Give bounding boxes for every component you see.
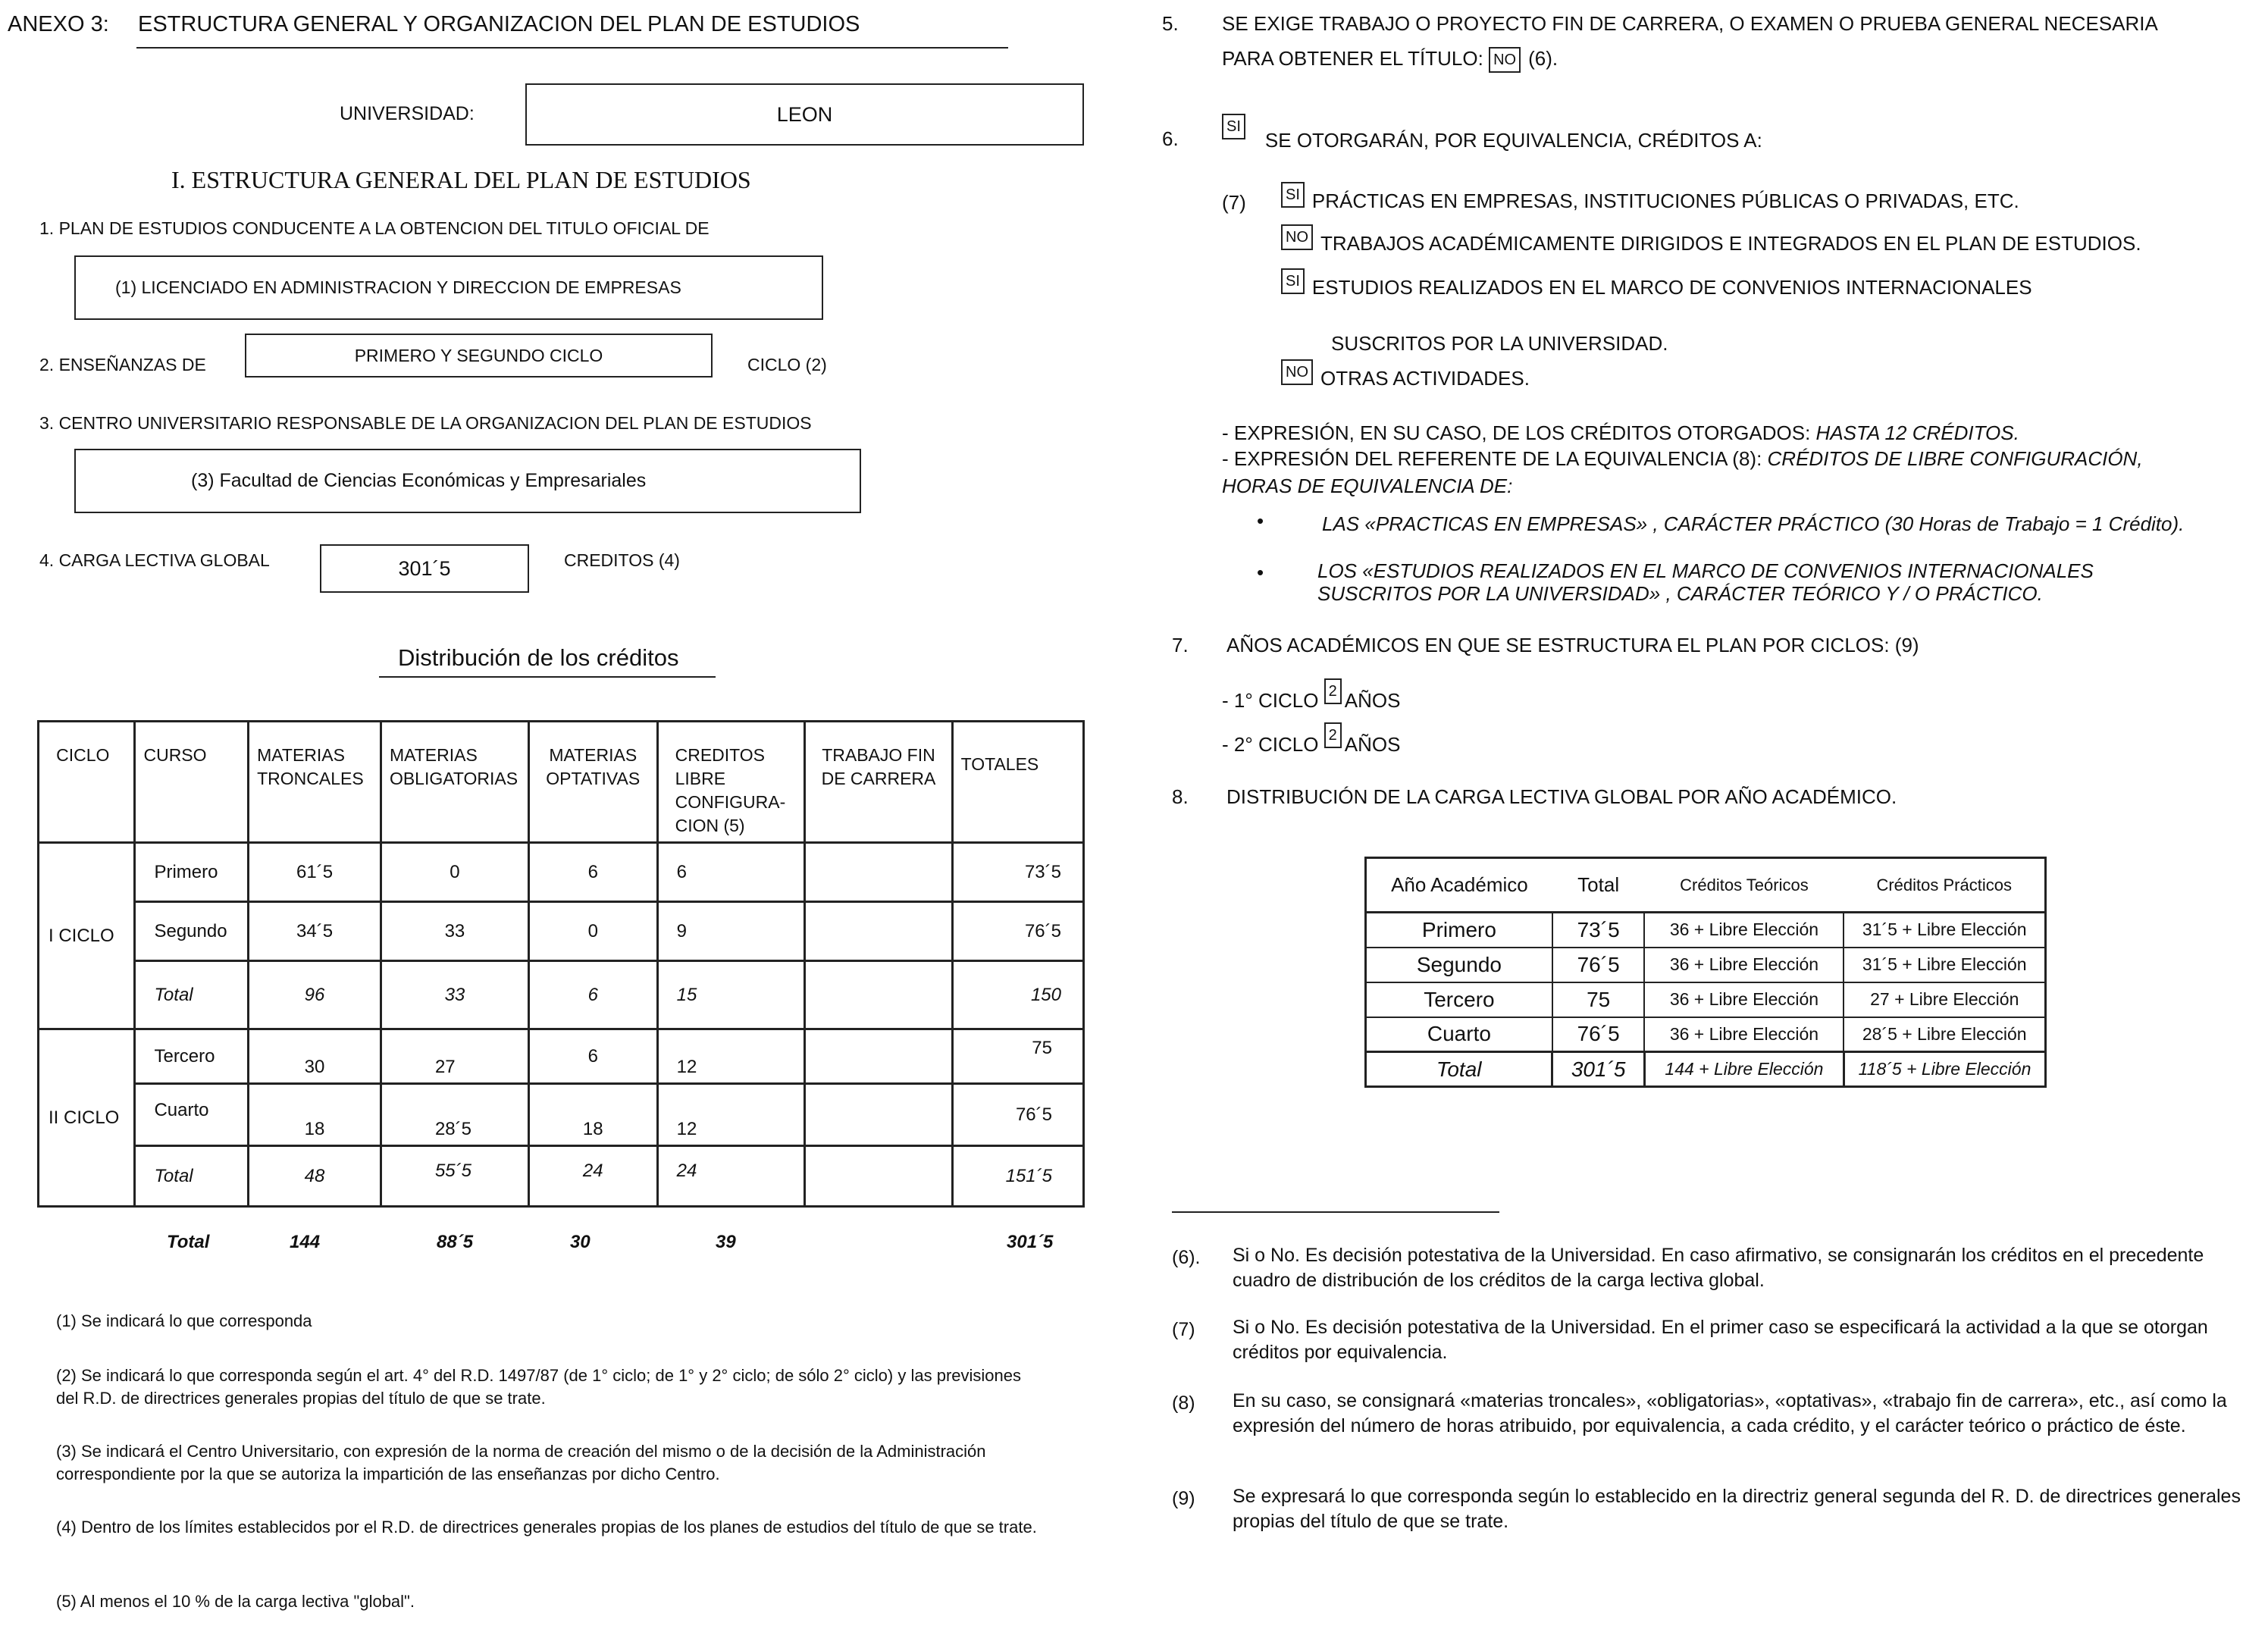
- equiv-item-3: [1281, 268, 2032, 299]
- grand-total-obligatorias: 88´5: [437, 1232, 474, 1252]
- cell: 33: [381, 902, 528, 961]
- equiv-cont: SUSCRITOS POR LA UNIVERSIDAD.: [1331, 332, 1668, 355]
- expresion1-value: HASTA 12 CRÉDITOS.: [1815, 421, 2019, 444]
- table-row: [39, 902, 1084, 961]
- col-header: Créditos Prácticos: [1876, 875, 2012, 894]
- item8-num: 8.: [1172, 785, 1189, 808]
- cell: 55´5: [381, 1146, 528, 1207]
- cell: Primero: [135, 843, 249, 902]
- distribucion-title: Distribución de los créditos: [398, 644, 679, 671]
- cell: 6: [528, 961, 657, 1029]
- cell: Cuarto: [1366, 1017, 1552, 1052]
- distribucion-underline: [379, 676, 716, 678]
- cell: 24: [528, 1146, 657, 1207]
- item6-checkbox: SI: [1222, 114, 1245, 139]
- col-header: Año Académico: [1391, 873, 1528, 896]
- cell: 24: [657, 1146, 805, 1207]
- item5-note: (6).: [1528, 47, 1558, 70]
- ciclo2-unit: AÑOS: [1344, 733, 1401, 756]
- cell: 36 + Libre Elección: [1644, 913, 1844, 948]
- ciclo1-anos: [1222, 678, 1401, 712]
- expresion1-label: - EXPRESIÓN, EN SU CASO, DE LOS CRÉDITOS OTORGADOS:: [1222, 421, 1811, 444]
- equiv-checkbox-1: SI: [1281, 182, 1305, 208]
- ciclo1-unit: AÑOS: [1344, 689, 1401, 712]
- item2-suffix: CICLO (2): [747, 355, 827, 374]
- cell: 36 + Libre Elección: [1644, 982, 1844, 1017]
- item2-label: 2. ENSEÑANZAS DE: [39, 355, 206, 374]
- grand-total-totales: 301´5: [1007, 1232, 1054, 1252]
- cell: [805, 1029, 952, 1084]
- footnote-3: (3) Se indicará el Centro Universitario, con expresión de la norma de creación del mismo o de la decisión de la Administración correspondiente por la que se autoriza la impartición de las enseñanzas por dicho Centro.: [56, 1442, 986, 1483]
- col-header: MATERIAS OBLIGATORIAS: [381, 722, 528, 843]
- cell: 48: [249, 1146, 381, 1207]
- expresion2-label: - EXPRESIÓN DEL REFERENTE DE LA EQUIVALENCIA (8):: [1222, 447, 1762, 470]
- table-row: [1366, 982, 2046, 1017]
- cell: 34´5: [249, 902, 381, 961]
- cell: 9: [657, 902, 805, 961]
- cell: Segundo: [135, 902, 249, 961]
- table-row: [1366, 913, 2046, 948]
- rfn-text-8: En su caso, se consignará «materias troncales», «obligatorias», «optativas», «trabajo fin de carrera», etc., así como la expresión del número de horas atribuido, por equivalencia, a cada crédito, y el carácter teórico o práctico de éste.: [1233, 1390, 2227, 1436]
- cell: [805, 902, 952, 961]
- title-underline: [136, 47, 1008, 49]
- cell: 27: [381, 1029, 528, 1084]
- item1-value: (1) LICENCIADO EN ADMINISTRACION Y DIRECCION DE EMPRESAS: [115, 277, 681, 297]
- expresion2-value2: HORAS DE EQUIVALENCIA DE:: [1222, 475, 1513, 497]
- item5-text1: SE EXIGE TRABAJO O PROYECTO FIN DE CARRERA, O EXAMEN O PRUEBA GENERAL NECESARIA: [1222, 12, 2158, 35]
- universidad-value: LEON: [776, 102, 833, 126]
- cell: 73´5: [1552, 913, 1645, 948]
- bullet-2: LOS «ESTUDIOS REALIZADOS EN EL MARCO DE CONVENIOS INTERNACIONALES: [1317, 559, 2094, 582]
- rfn-text-6: Si o No. Es decisión potestativa de la Universidad. En caso afirmativo, se consignarán los créditos en el precedente cuadro de distribución de los créditos de la carga lectiva global.: [1233, 1245, 2204, 1291]
- item5-num: 5.: [1162, 12, 1179, 35]
- footnote-1: (1) Se indicará lo que corresponda: [56, 1311, 312, 1330]
- table-row: [1366, 948, 2046, 982]
- cell: [805, 843, 952, 902]
- cell: Total: [1366, 1052, 1552, 1087]
- col-header: Total: [1577, 873, 1620, 896]
- grand-total-troncales: 144: [290, 1232, 321, 1252]
- cell: 30: [249, 1029, 381, 1084]
- footnote-2: (2) Se indicará lo que corresponda según el art. 4° del R.D. 1497/87 (de 1° ciclo; de 1° y 2° ciclo; de sólo 2° ciclo) y las previsiones del R.D. de directrices generales propias del título de que se trate.: [56, 1366, 1021, 1408]
- ciclo2-anos: [1222, 722, 1401, 756]
- equiv-text-1: PRÁCTICAS EN EMPRESAS, INSTITUCIONES PÚBLICAS O PRIVADAS, ETC.: [1311, 190, 2019, 212]
- bullet-1: LAS «PRACTICAS EN EMPRESAS» , CARÁCTER PRÁCTICO (30 Horas de Trabajo = 1 Crédito).: [1322, 512, 2185, 535]
- item6-num: 6.: [1162, 127, 1179, 150]
- grand-total-label: Total: [167, 1232, 210, 1252]
- rfn-num-6: (6).: [1172, 1247, 1201, 1268]
- cell: 36 + Libre Elección: [1644, 1017, 1844, 1052]
- cell: 15: [657, 961, 805, 1029]
- cell: 12: [657, 1029, 805, 1084]
- cell: 18: [249, 1084, 381, 1146]
- cell: 0: [528, 902, 657, 961]
- rfn-num-7: (7): [1172, 1319, 1195, 1340]
- ciclo-cell: I CICLO: [39, 843, 135, 1029]
- cell: 151´5: [952, 1146, 1083, 1207]
- item6-line: [1222, 114, 1762, 152]
- item7list-num: (7): [1222, 191, 1246, 214]
- cell: 6: [528, 843, 657, 902]
- cell: 75: [1552, 982, 1645, 1017]
- universidad-field: [525, 83, 1084, 146]
- expresion2-value: CRÉDITOS DE LIBRE CONFIGURACIÓN,: [1767, 447, 2143, 470]
- cell: 28´5 + Libre Elección: [1844, 1017, 2045, 1052]
- cell: 31´5 + Libre Elección: [1844, 948, 2045, 982]
- bullet-2-cont: SUSCRITOS POR LA UNIVERSIDAD» , CARÁCTER TEÓRICO Y / O PRÁCTICO.: [1317, 582, 2043, 605]
- item4-field: [320, 544, 529, 593]
- cell: 31´5 + Libre Elección: [1844, 913, 2045, 948]
- table-row: [39, 1029, 1084, 1084]
- item5-text2: [1222, 47, 1558, 73]
- equiv-text-2: TRABAJOS ACADÉMICAMENTE DIRIGIDOS E INTEGRADOS EN EL PLAN DE ESTUDIOS.: [1320, 232, 2141, 255]
- page-title: ESTRUCTURA GENERAL Y ORGANIZACION DEL PLAN DE ESTUDIOS: [138, 12, 860, 36]
- col-header: TOTALES: [952, 722, 1083, 843]
- col-header: MATERIAS OPTATIVAS: [528, 722, 657, 843]
- rfn-num-9: (9): [1172, 1488, 1195, 1509]
- table-row: [39, 1084, 1084, 1146]
- equiv-item-2: [1281, 224, 2141, 255]
- cell: 12: [657, 1084, 805, 1146]
- cell: [805, 1146, 952, 1207]
- expresion2: [1222, 447, 2143, 471]
- cell: 76´5: [952, 902, 1083, 961]
- cell: 144 + Libre Elección: [1644, 1052, 1844, 1087]
- col-header: Créditos Teóricos: [1680, 875, 1809, 894]
- table-row: [39, 961, 1084, 1029]
- cell: 18: [528, 1084, 657, 1146]
- cell: 0: [381, 843, 528, 902]
- item2-field: [245, 334, 713, 377]
- item3-label: 3. CENTRO UNIVERSITARIO RESPONSABLE DE LA ORGANIZACION DEL PLAN DE ESTUDIOS: [39, 413, 812, 433]
- universidad-label: UNIVERSIDAD:: [340, 103, 475, 124]
- footnote-5: (5) Al menos el 10 % de la carga lectiva "global".: [56, 1592, 415, 1611]
- cell: 75: [952, 1029, 1083, 1084]
- cell: Segundo: [1366, 948, 1552, 982]
- cell: 28´5: [381, 1084, 528, 1146]
- distribucion-table: [37, 720, 1085, 1208]
- cell: Total: [135, 961, 249, 1029]
- cell: 73´5: [952, 843, 1083, 902]
- equiv-item-1: [1281, 182, 2019, 212]
- cell: 118´5 + Libre Elección: [1844, 1052, 2045, 1087]
- col-header: CICLO: [39, 722, 135, 843]
- ciclo2-label: - 2° CICLO: [1222, 733, 1319, 756]
- cell: 76´5: [952, 1084, 1083, 1146]
- cell: 301´5: [1552, 1052, 1645, 1087]
- cell: Tercero: [135, 1029, 249, 1084]
- cell: 76´5: [1552, 1017, 1645, 1052]
- equiv-checkbox-3: SI: [1281, 268, 1305, 294]
- item7-num: 7.: [1172, 634, 1189, 656]
- cell: 96: [249, 961, 381, 1029]
- table-row: [39, 1146, 1084, 1207]
- item4-value: 301´5: [398, 556, 451, 580]
- table-row: [1366, 1052, 2046, 1087]
- equiv-checkbox-4: NO: [1281, 359, 1313, 385]
- cell: Primero: [1366, 913, 1552, 948]
- item1-field: [74, 255, 823, 320]
- cell: 6: [657, 843, 805, 902]
- equiv-text-4: OTRAS ACTIVIDADES.: [1320, 367, 1530, 390]
- cell: 27 + Libre Elección: [1844, 982, 2045, 1017]
- cell: 61´5: [249, 843, 381, 902]
- table-row: [39, 843, 1084, 902]
- expresion1: [1222, 421, 2019, 445]
- item3-field: [74, 449, 861, 513]
- cell: 150: [952, 961, 1083, 1029]
- grand-total-optativas: 30: [570, 1232, 590, 1252]
- cell: Total: [135, 1146, 249, 1207]
- section-title: I. ESTRUCTURA GENERAL DEL PLAN DE ESTUDIOS: [171, 166, 751, 193]
- cell: 6: [528, 1029, 657, 1084]
- item6-text: SE OTORGARÁN, POR EQUIVALENCIA, CRÉDITOS A:: [1264, 129, 1762, 152]
- cell: Cuarto: [135, 1084, 249, 1146]
- cell: Tercero: [1366, 982, 1552, 1017]
- rfn-text-7: Si o No. Es decisión potestativa de la Universidad. En el primer caso se especificará la actividad a la que se otorgan créditos por equivalencia.: [1233, 1317, 2208, 1363]
- table-row: [1366, 1017, 2046, 1052]
- equiv-item-4: [1281, 359, 1530, 390]
- rfn-num-8: (8): [1172, 1392, 1195, 1414]
- item3-value: (3) Facultad de Ciencias Económicas y Empresariales: [191, 470, 647, 491]
- item4-suffix: CREDITOS (4): [564, 550, 680, 570]
- ciclo2-value: 2: [1324, 722, 1342, 748]
- col-header: CURSO: [135, 722, 249, 843]
- cell: 33: [381, 961, 528, 1029]
- item1-label: 1. PLAN DE ESTUDIOS CONDUCENTE A LA OBTENCION DEL TITULO OFICIAL DE: [39, 218, 710, 238]
- item7-text: AÑOS ACADÉMICOS EN QUE SE ESTRUCTURA EL PLAN POR CICLOS: (9): [1226, 634, 1919, 656]
- bullet-dot-2: •: [1257, 561, 1264, 584]
- item4-label: 4. CARGA LECTIVA GLOBAL: [39, 550, 270, 570]
- grand-total-libre: 39: [716, 1232, 736, 1252]
- equiv-text-3: ESTUDIOS REALIZADOS EN EL MARCO DE CONVENIOS INTERNACIONALES: [1311, 276, 2032, 299]
- item5-text2-label: PARA OBTENER EL TÍTULO:: [1222, 47, 1483, 70]
- cell: 76´5: [1552, 948, 1645, 982]
- ciclo-cell: II CICLO: [39, 1029, 135, 1207]
- cell: [805, 1084, 952, 1146]
- item2-value: PRIMERO Y SEGUNDO CICLO: [354, 346, 603, 365]
- equiv-checkbox-2: NO: [1281, 224, 1313, 250]
- col-header: CREDITOS LIBRE CONFIGURA-CION (5): [657, 722, 805, 843]
- footnote-4: (4) Dentro de los límites establecidos por el R.D. de directrices generales propias de los planes de estudios del título de que se trate.: [56, 1518, 1037, 1537]
- cell: [805, 961, 952, 1029]
- item5-checkbox: NO: [1489, 47, 1521, 73]
- bullet-dot-1: •: [1257, 509, 1264, 532]
- rfn-text-9: Se expresará lo que corresponda según lo establecido en la directriz general segunda del R. D. de directrices generales propias del título de que se trate.: [1233, 1486, 2241, 1532]
- col-header: MATERIAS TRONCALES: [249, 722, 381, 843]
- col-header: TRABAJO FIN DE CARRERA: [805, 722, 952, 843]
- ciclo1-value: 2: [1324, 678, 1342, 704]
- ciclo1-label: - 1° CICLO: [1222, 689, 1319, 712]
- anexo-label: ANEXO 3:: [8, 12, 109, 36]
- carga-table: [1364, 857, 2047, 1088]
- footnote-divider: [1172, 1211, 1499, 1213]
- cell: 36 + Libre Elección: [1644, 948, 1844, 982]
- item8-text: DISTRIBUCIÓN DE LA CARGA LECTIVA GLOBAL POR AÑO ACADÉMICO.: [1226, 785, 1897, 808]
